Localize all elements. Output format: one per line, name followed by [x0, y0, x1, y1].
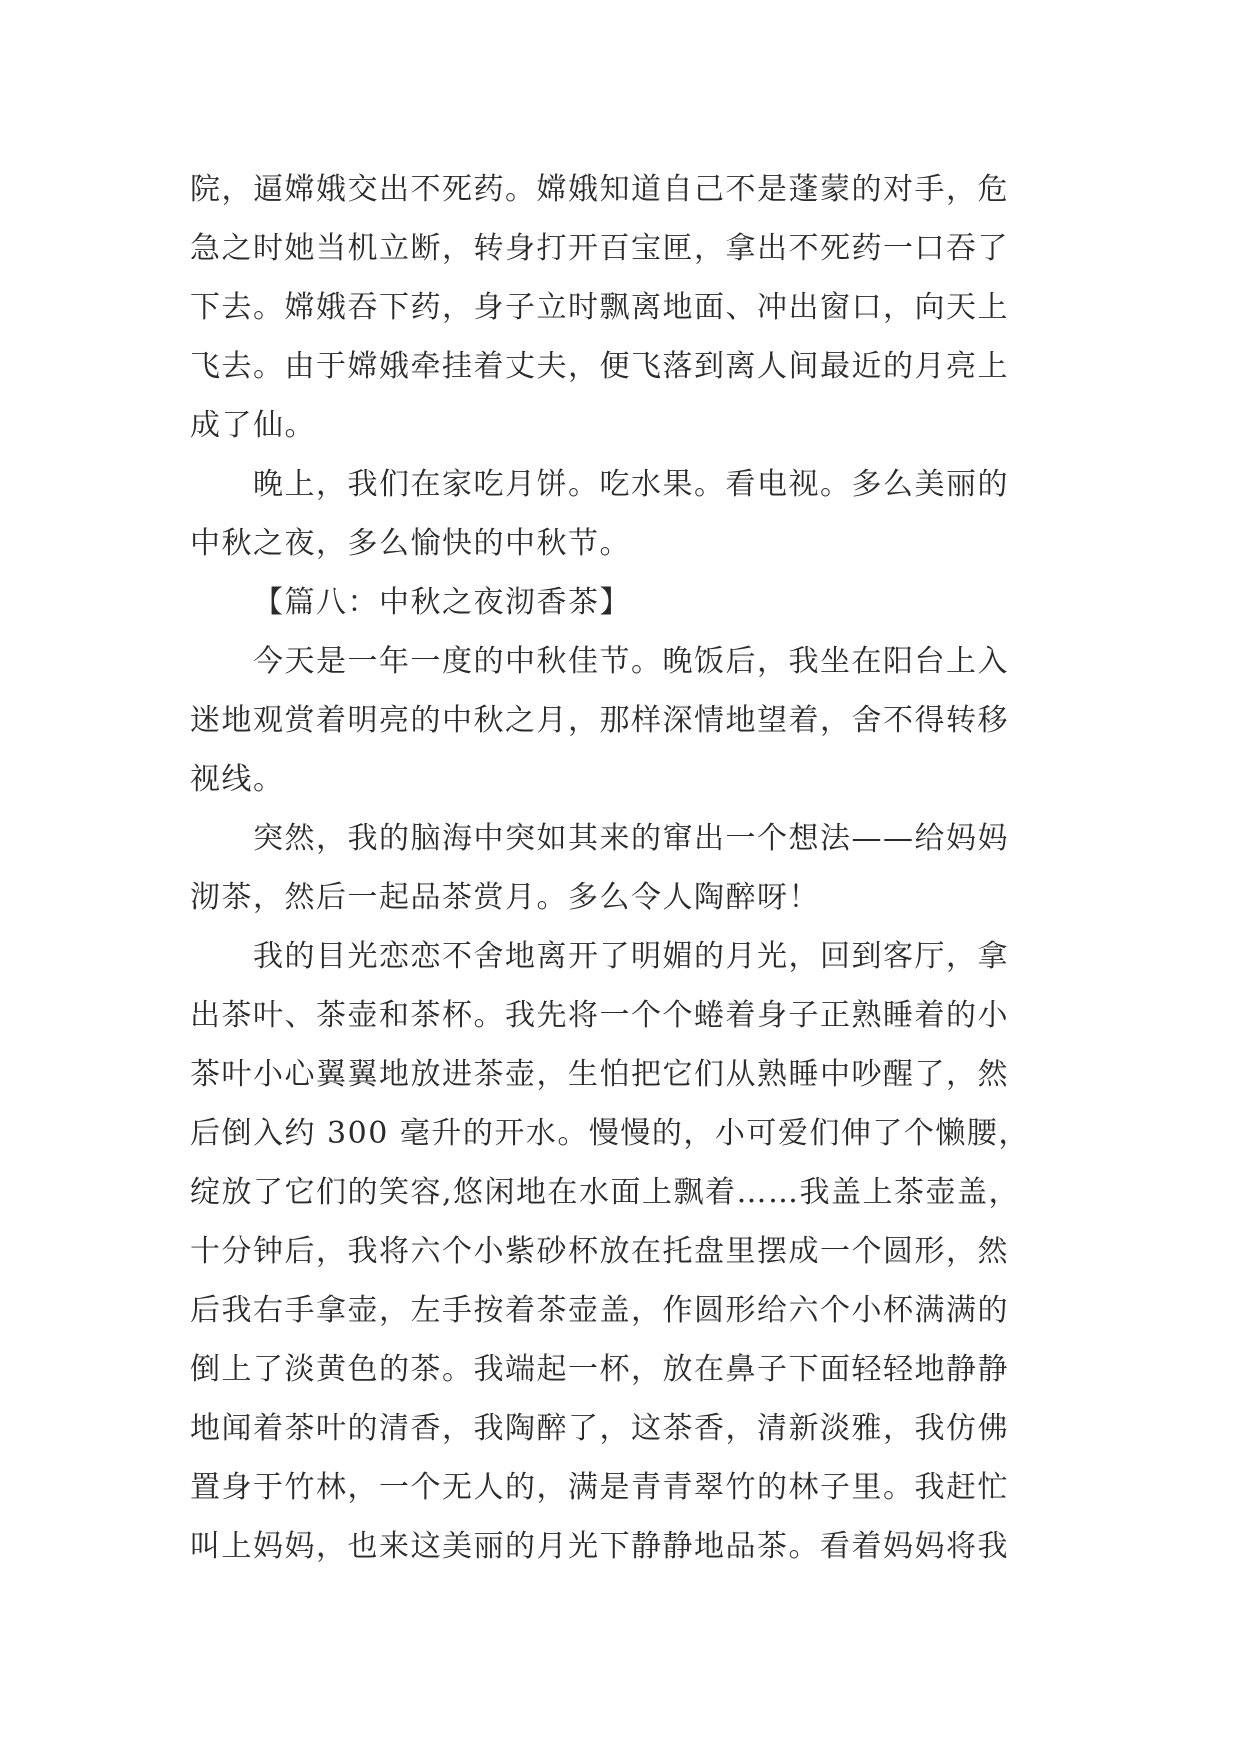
text-line: 十分钟后，我将六个小紫砂杯放在托盘里摆成一个圆形，然	[190, 1234, 1009, 1269]
text-line: 急之时她当机立断，转身打开百宝匣，拿出不死药一口吞了	[190, 231, 1009, 266]
text-line: 出茶叶、茶壶和茶杯。我先将一个个蜷着身子正熟睡着的小	[190, 998, 1009, 1033]
text-line: 后我右手拿壶，左手按着茶壶盖，作圆形给六个小杯满满的	[190, 1293, 1009, 1328]
paragraph-start-line: 今天是一年一度的中秋佳节。晚饭后，我坐在阳台上入	[253, 644, 1009, 679]
section-heading: 【篇八：中秋之夜沏香茶】	[253, 585, 631, 620]
paragraph-start-line: 我的目光恋恋不舍地离开了明媚的月光，回到客厅，拿	[253, 939, 1009, 974]
text-line: 沏茶，然后一起品茶赏月。多么令人陶醉呀！	[190, 880, 820, 915]
text-line: 绽放了它们的笑容,悠闲地在水面上飘着……我盖上茶壶盖，	[190, 1175, 1021, 1210]
text-line: 茶叶小心翼翼地放进茶壶，生怕把它们从熟睡中吵醒了，然	[190, 1057, 1009, 1092]
text-line: 成了仙。	[190, 408, 316, 443]
text-line: 倒上了淡黄色的茶。我端起一杯，放在鼻子下面轻轻地静静	[190, 1352, 1009, 1387]
text-line: 视线。	[190, 762, 285, 797]
text-line: 下去。嫦娥吞下药，身子立时飘离地面、冲出窗口，向天上	[190, 290, 1009, 325]
text-line: 中秋之夜，多么愉快的中秋节。	[190, 526, 631, 561]
text-line: 迷地观赏着明亮的中秋之月，那样深情地望着，舍不得转移	[190, 703, 1009, 738]
body-text	[190, 160, 1070, 1576]
text-line: 飞去。由于嫦娥牵挂着丈夫，便飞落到离人间最近的月亮上	[190, 349, 1009, 384]
text-line: 后倒入约 300 毫升的开水。慢慢的，小可爱们伸了个懒腰，	[190, 1116, 1030, 1151]
text-line: 地闻着茶叶的清香，我陶醉了，这茶香，清新淡雅，我仿佛	[190, 1411, 1009, 1446]
paragraph-start-line: 晚上，我们在家吃月饼。吃水果。看电视。多么美丽的	[253, 467, 1009, 502]
text-line: 置身于竹林，一个无人的，满是青青翠竹的林子里。我赶忙	[190, 1470, 1009, 1505]
text-line: 叫上妈妈，也来这美丽的月光下静静地品茶。看着妈妈将我	[190, 1529, 1009, 1564]
text-line: 院，逼嫦娥交出不死药。嫦娥知道自己不是蓬蒙的对手，危	[190, 172, 1009, 207]
paragraph-start-line: 突然，我的脑海中突如其来的窜出一个想法——给妈妈	[253, 821, 1009, 856]
